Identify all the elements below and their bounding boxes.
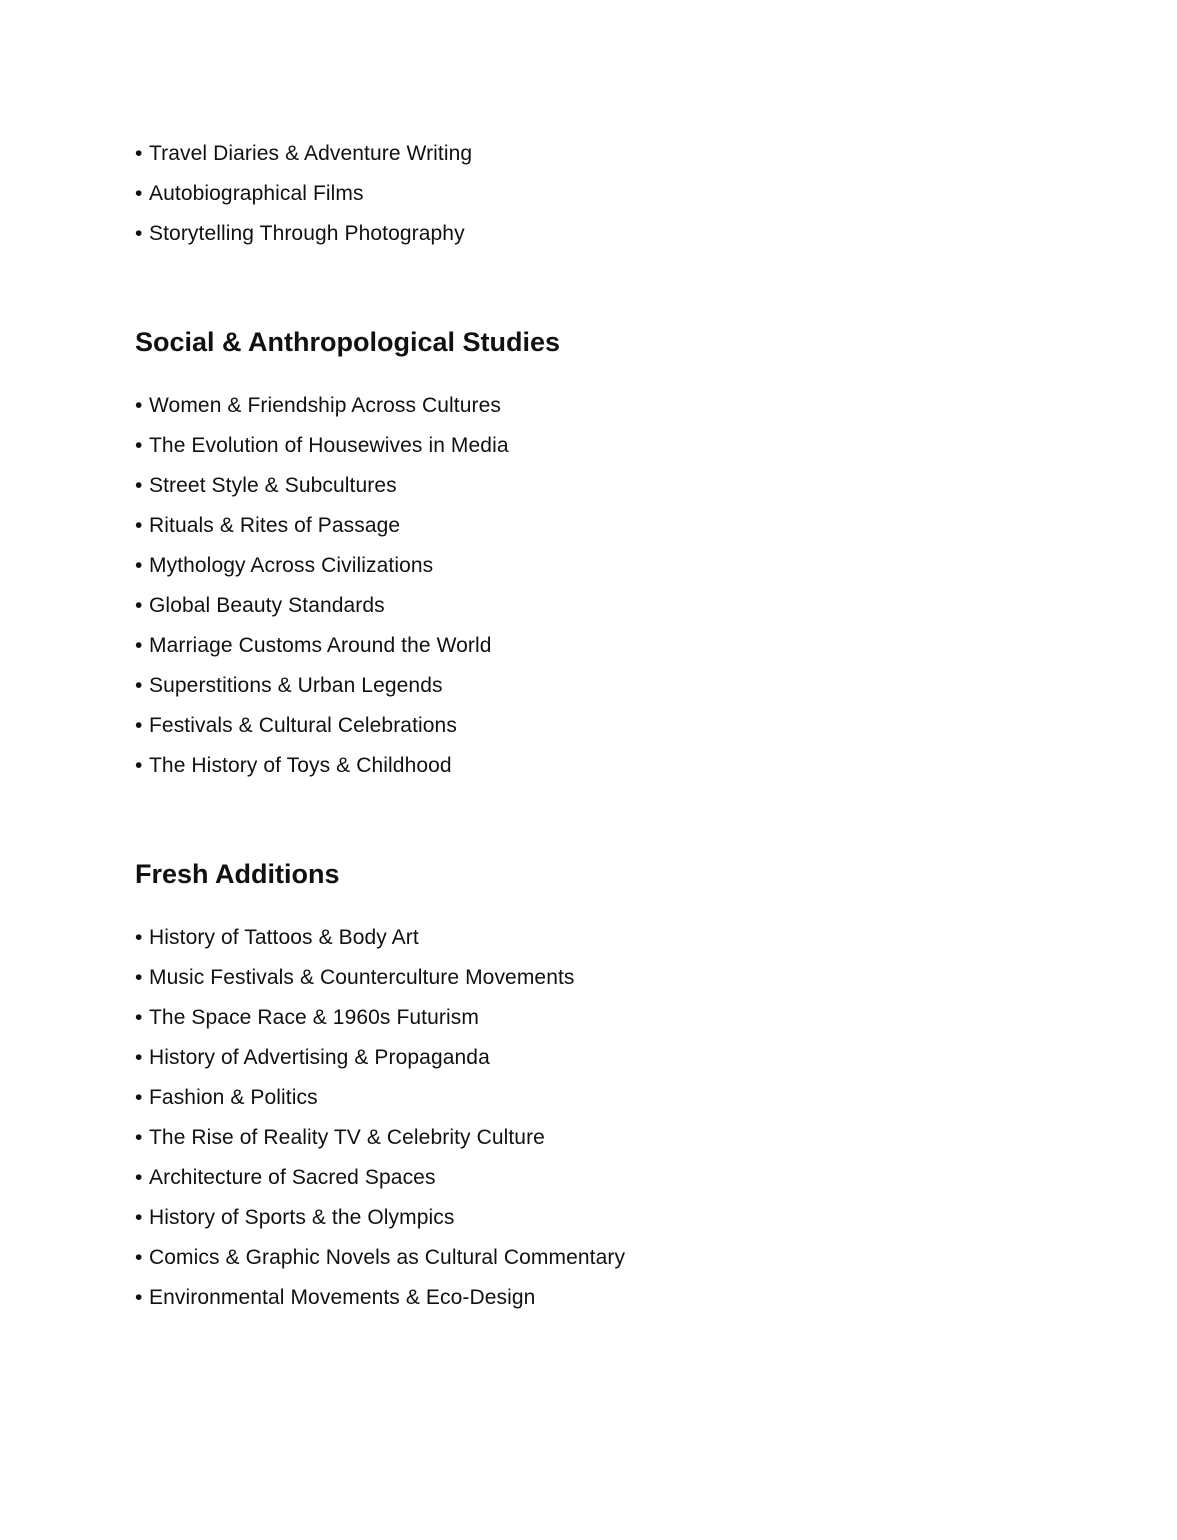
bullet: • [135,182,143,205]
list-item-text: Travel Diaries & Adventure Writing [149,142,473,165]
list-item-text: History of Advertising & Propaganda [149,1046,490,1069]
list-item [135,666,1035,706]
bullet: • [135,1086,143,1109]
list-item-text: Superstitions & Urban Legends [149,674,443,697]
list-item-text: History of Sports & the Olympics [149,1206,455,1229]
list-item [135,386,1035,426]
list-item-text: Rituals & Rites of Passage [149,514,401,537]
list-item [135,998,1035,1038]
list-item [135,134,1035,174]
list-item [135,1078,1035,1118]
bullet: • [135,434,143,457]
list-item [135,586,1035,626]
list-item-text: Environmental Movements & Eco-Design [149,1286,536,1309]
list-item-text: Comics & Graphic Novels as Cultural Commentary [149,1246,626,1269]
list-item-text: Marriage Customs Around the World [149,634,492,657]
bullet: • [135,142,143,165]
list-item-text: Architecture of Sacred Spaces [149,1166,436,1189]
bullet: • [135,634,143,657]
list-item [135,1158,1035,1198]
bullet: • [135,1206,143,1229]
list-item-text: Music Festivals & Counterculture Movements [149,966,575,989]
list-item-text: The Evolution of Housewives in Media [149,434,509,457]
bullet: • [135,1286,143,1309]
list-item [135,466,1035,506]
list-item-text: Festivals & Cultural Celebrations [149,714,457,737]
list-item-text: Autobiographical Films [149,182,364,205]
list-item [135,746,1035,786]
list-item-text: Women & Friendship Across Cultures [149,394,501,417]
bullet: • [135,926,143,949]
list-item [135,174,1035,214]
social-topic-list [135,386,1035,786]
bullet: • [135,754,143,777]
list-item-text: Mythology Across Civilizations [149,554,434,577]
bullet: • [135,966,143,989]
fresh-additions-topic-list [135,918,1035,1318]
intro-topic-list [135,134,1035,254]
list-item [135,958,1035,998]
bullet: • [135,1006,143,1029]
bullet: • [135,474,143,497]
list-item [135,506,1035,546]
bullet: • [135,714,143,737]
bullet: • [135,554,143,577]
list-item [135,626,1035,666]
list-item-text: History of Tattoos & Body Art [149,926,419,949]
list-item-text: Street Style & Subcultures [149,474,397,497]
list-item [135,214,1035,254]
bullet: • [135,594,143,617]
list-item [135,1278,1035,1318]
bullet: • [135,514,143,537]
list-item [135,1238,1035,1278]
list-item [135,706,1035,746]
bullet: • [135,1246,143,1269]
bullet: • [135,1166,143,1189]
bullet: • [135,222,143,245]
bullet: • [135,1126,143,1149]
list-item [135,1038,1035,1078]
document-content [135,134,1035,1318]
list-item-text: Storytelling Through Photography [149,222,465,245]
list-item-text: The History of Toys & Childhood [149,754,452,777]
list-item [135,918,1035,958]
bullet: • [135,674,143,697]
list-item-text: Fashion & Politics [149,1086,318,1109]
list-item [135,1198,1035,1238]
list-item-text: The Rise of Reality TV & Celebrity Culture [149,1126,545,1149]
list-item [135,426,1035,466]
bullet: • [135,394,143,417]
list-item [135,546,1035,586]
section-title-fresh-additions: Fresh Additions [135,859,340,889]
list-item-text: The Space Race & 1960s Futurism [149,1006,479,1029]
list-item [135,1118,1035,1158]
bullet: • [135,1046,143,1069]
section-title-social-anthropological: Social & Anthropological Studies [135,327,561,357]
list-item-text: Global Beauty Standards [149,594,385,617]
